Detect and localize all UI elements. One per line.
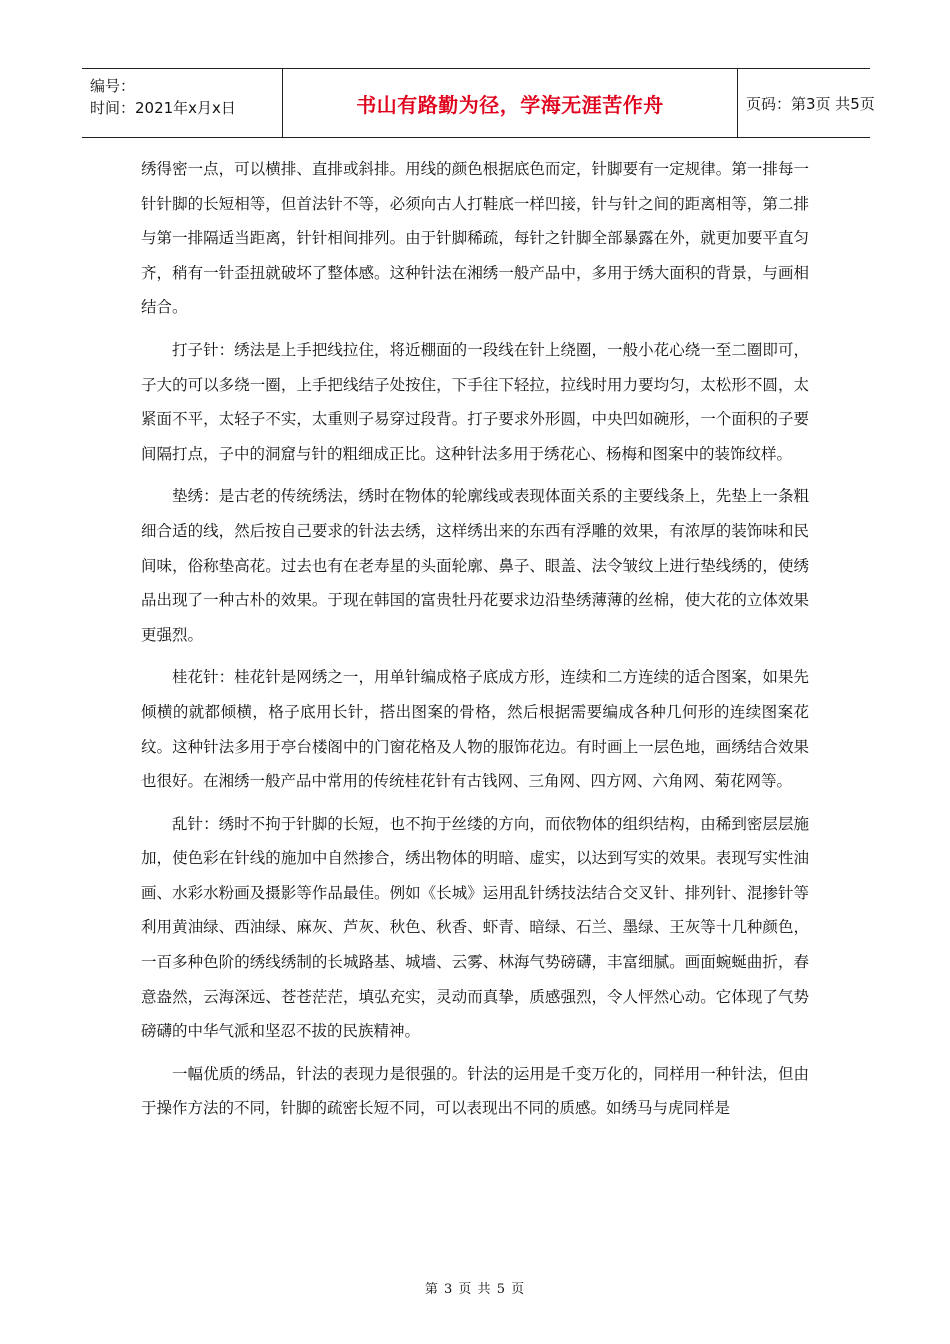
header-page-info: 页码：第3页 共5页 [746,94,875,113]
document-date-label: 时间：2021年x月x日 [90,99,236,117]
body-paragraph: 乱针：绣时不拘于针脚的长短，也不拘于丝缕的方向，而依物体的组织结构，由稀到密层层施加，使色彩在针线的施加中自然掺合，绣出物体的明暗、虚实，以达到写实的效果。表现写实性油画、水彩水粉画及摄影等作品最佳。例如《长城》运用乱针绣技法结合交叉针、排列针、混掺针等利用黄油绿、西油绿、麻灰、芦灰、秋色、秋香、虾青、暗绿、石兰、墨绿、王灰等十几种颜色，一百多种色阶的绣线绣制的长城路基、城墙、云雾、林海气势磅礴，丰富细腻。画面蜿蜒曲折，春意盎然，云海深远、苍苍茫茫，填弘充实，灵动而真挚，质感强烈，令人怦然心动。它体现了气势磅礴的中华气派和坚忍不拔的民族精神。 [141,814,809,1041]
body-paragraph: 一幅优质的绣品，针法的表现力是很强的。针法的运用是千变万化的，同样用一种针法，但由于操作方法的不同，针脚的疏密长短不同，可以表现出不同的质感。如绣马与虎同样是 [141,1064,809,1118]
body-paragraph: 垫绣：是古老的传统绣法，绣时在物体的轮廓线或表现体面关系的主要线条上，先垫上一条粗细合适的线，然后按自己要求的针法去绣，这样绣出来的东西有浮雕的效果，有浓厚的装饰味和民间味，俗称垫高花。过去也有在老寿星的头面轮廓、鼻子、眼盖、法令皱纹上进行垫线绣的，使绣品出现了一种古朴的效果。于现在韩国的富贵牡丹花要求边沿垫绣薄薄的丝棉，使大花的立体效果更强烈。 [141,487,809,644]
document-header [82,68,875,138]
body-paragraph: 桂花针：桂花针是网绣之一，用单针编成格子底成方形，连续和二方连续的适合图案，如果先倾横的就都倾横，格子底用长针，搭出图案的骨格，然后根据需要编成各种几何形的连续图案花纹。这种针法多用于亭台楼阁中的门窗花格及人物的服饰花边。有时画上一层色地，画绣结合效果也很好。在湘绣一般产品中常用的传统桂花针有古钱网、三角网、四方网、六角网、菊花网等。 [141,668,809,791]
document-number-label: 编号： [90,77,136,95]
body-paragraph: 绣得密一点，可以横排、直排或斜排。用线的颜色根据底色而定，针脚要有一定规律。第一排每一针针脚的长短相等，但首法针不等，必须向古人打鞋底一样凹接，针与针之间的距离相等，第二排与第一排隔适当距离，针针相间排列。由于针脚稀疏，每针之针脚全部暴露在外，就更加要平直匀齐，稍有一针歪扭就破坏了整体感。这种针法在湘绣一般产品中，多用于绣大面积的背景，与画相结合。 [141,160,809,317]
header-meta-cell [82,69,282,137]
document-body [141,152,809,1134]
page-footer: 第 3 页 共 5 页 [424,1282,526,1297]
header-motto: 书山有路勤为径，学海无涯苦作舟 [282,69,738,137]
body-paragraph: 打子针：绣法是上手把线拉住，将近棚面的一段线在针上绕圈，一般小花心绕一至二圈即可，子大的可以多绕一圈，上手把线结子处按住，下手往下轻拉，拉线时用力要均匀，太松形不圆，太紧面不平，太轻子不实，太重则子易穿过段背。打子要求外形圆，中央凹如碗形，一个面积的子要间隔打点，子中的洞窟与针的粗细成正比。这种针法多用于绣花心、杨梅和图案中的装饰纹样。 [141,340,809,463]
